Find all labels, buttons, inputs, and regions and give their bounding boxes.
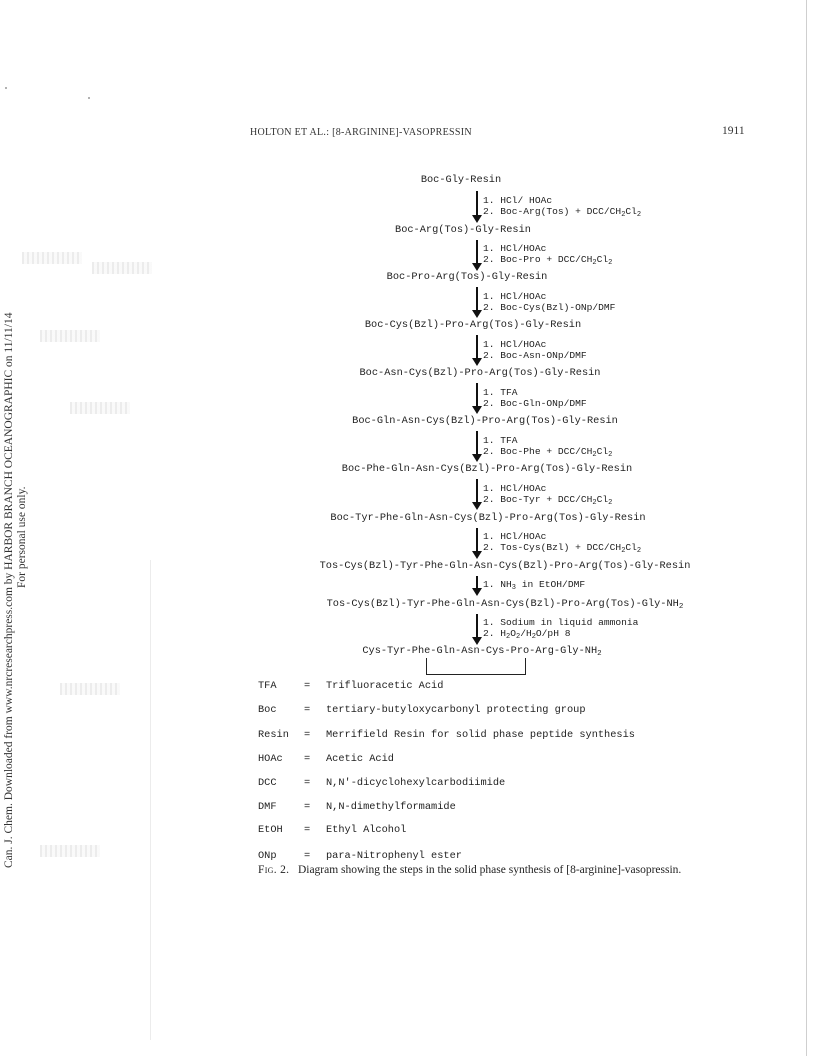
compound-1: Boc-Gly-Resin [420,174,502,186]
step-9-reagents: 1. $NH_3$ in EtOH/DMF [483,579,586,592]
scan-smudge [22,252,82,264]
reaction-arrow [473,528,483,559]
compound-5: Boc-Asn-Cys(Bzl)-Pro-Arg(Tos)-Gly-Resin [359,367,601,379]
scan-smudge [92,262,152,274]
compound-3: Boc-Pro-Arg(Tos)-Gly-Resin [386,271,548,283]
step-6-reagents: 1. TFA 2. Boc-Phe + DCC/$CH_2Cl_2$ [483,435,613,459]
compound-2: Boc-Arg(Tos)-Gly-Resin [395,224,531,236]
reaction-arrow [473,287,483,318]
reaction-arrow [473,479,483,510]
disulfide-bridge [426,658,526,675]
compound-8: Boc-Tyr-Phe-Gln-Asn-Cys(Bzl)-Pro-Arg(Tos)-Gly-Resin [330,512,646,524]
compound-4: Boc-Cys(Bzl)-Pro-Arg(Tos)-Gly-Resin [364,319,582,331]
step-7-reagents: 1. HCl/HOAc 2. Boc-Tyr + DCC/$CH_2Cl_2$ [483,483,613,507]
download-side-note [0,0,28,868]
figure-label: Fig. 2. [258,864,290,876]
reaction-arrow [473,576,483,596]
scan-smudge [40,845,100,857]
step-8-reagents: 1. HCl/HOAc 2. Tos-Cys(Bzl) + DCC/$CH_2Cl_2$ [483,531,642,555]
step-1-reagents: 1. HCl/ HOAc 2. Boc-Arg(Tos) + DCC/$CH_2Cl_2$ [483,195,642,219]
scan-smudge [70,402,130,414]
reaction-arrow [473,383,483,414]
scan-smudge [60,683,120,695]
scan-speck [88,97,90,99]
compound-9: Tos-Cys(Bzl)-Tyr-Phe-Gln-Asn-Cys(Bzl)-Pro-Arg(Tos)-Gly-Resin [319,560,691,572]
scan-smudge [40,330,100,342]
reaction-arrow [473,240,483,271]
product-vasopressin: Cys-$Tyr-Phe-Gln-Asn-Cys-Pro-Arg-Gly-NH_2$ [362,645,602,658]
page-number: 1911 [722,125,745,137]
compound-7: Boc-Phe-Gln-Asn-Cys(Bzl)-Pro-Arg(Tos)-Gly-Resin [341,463,633,475]
compound-6: Boc-Gln-Asn-Cys(Bzl)-Pro-Arg(Tos)-Gly-Resin [352,415,618,427]
step-5-reagents: 1. TFA 2. Boc-Gln-ONp/DMF [483,387,587,409]
figure-caption-text: Diagram showing the steps in the solid phase synthesis of [8-arginine]-vasopressin. [297,864,682,876]
compound-10: Tos-$Cys(Bzl)-Tyr-Phe-Gln-Asn-Cys(Bzl)-Pro-Arg(Tos)-Gly-NH_2$ [326,598,684,611]
reaction-arrow [473,431,483,462]
reaction-arrow [473,614,483,645]
step-3-reagents: 1. HCl/HOAc 2. Boc-Cys(Bzl)-ONp/DMF [483,291,616,313]
running-header: HOLTON ET AL.: [8-ARGININE]-VASOPRESSIN [250,127,472,138]
figure-caption [258,864,681,876]
download-note-line: Can. J. Chem. Downloaded from www.nrcresearchpress.com by HARBOR BRANCH OCEANOGRAPHIC on 11/11/14 [3,312,15,868]
journal-page: Can. J. Chem. Downloaded from www.nrcresearchpress.com by HARBOR BRANCH OCEANOGRAPHIC on 11/11/14 For personal use only. HOLTON ET AL.: [8-ARGININE]-VASOPRESSIN 1911 Boc-Gly-Resin 1. HCl/ HOAc 2. Boc-Arg(Tos) + DCC/$CH_2Cl_2$ Boc-Arg(Tos)-Gly-Resin 1. HCl/HOAc 2. Boc-Pro + DCC/$CH_2Cl_2$ Boc-Pro-Arg(Tos)-Gly-Resin 1. HCl/HOAc 2. Boc-Cys(Bzl)-ONp/DMF Boc-Cys(Bzl)-Pro-Arg(Tos)-Gly-Resin 1. HCl/HOAc 2. Boc-Asn-ONp/DMF Boc-Asn-Cys(Bzl)-Pro-Arg(Tos)-Gly-Resin 1. TFA 2. Boc-Gln-ONp/DMF Boc-Gln-Asn-Cys(Bzl)-Pro-Arg(Tos)-Gly-Resin 1. TFA 2. Boc-Phe + DCC/$CH_2Cl_2$ Boc-Phe-Gln-Asn-Cys(Bzl)-Pro-Arg(Tos)-Gly-Resin 1. HCl/HOAc 2. Boc-Tyr + DCC/$CH_2Cl_2$ Boc-Tyr-Phe-Gln-Asn-Cys(Bzl)-Pro-Arg(Tos)-Gly-Resin 1. HCl/HOAc 2. Tos-Cys(Bzl) + DCC/$CH_2Cl_2$ Tos-Cys(Bzl)-Tyr-Phe-Gln-Asn-Cys(Bzl)-Pro-Arg(Tos)-Gly-Resin 1. $NH_3$ in EtOH/DMF Tos-$Cys(Bzl)-Tyr-Phe-Gln-Asn-Cys(Bzl)-Pro-Arg(Tos)-Gly-NH_2$ 1. Sodium in liquid ammonia 2. $H_2O_2/H_2O/pH$ 8 Cys-$Tyr-Phe-Gln-Asn-Cys-Pro-Arg-Gly-NH_2$ TFA = Trifluoracetic Acid Boc = tertiary-butyloxycarbonyl protecting group Resin = Merrifield Resin for solid phase peptide synthesis HOAc = Acetic Acid DCC = N,N'-dicyclohexylcarbodiimide DMF = N,N-dimethylformamide EtOH = Ethyl Alcohol ONp = para-Nitrophenyl ester Fig. 2. Diagram showing the steps in the solid phase synthesis of [8-arginine]-vasopressin. [0,0,819,1056]
reaction-arrow [473,335,483,366]
step-10-reagents: 1. Sodium in liquid ammonia 2. $H_2O_2/H_2O/pH$ 8 [483,617,639,641]
step-2-reagents: 1. HCl/HOAc 2. Boc-Pro + DCC/$CH_2Cl_2$ [483,243,613,267]
reaction-arrow [473,191,483,223]
scan-speck [5,87,7,89]
scan-shadow-line [150,560,151,1040]
page-edge-line [806,0,807,1056]
personal-use-line: For personal use only. [16,486,28,588]
step-4-reagents: 1. HCl/HOAc 2. Boc-Asn-ONp/DMF [483,339,587,361]
